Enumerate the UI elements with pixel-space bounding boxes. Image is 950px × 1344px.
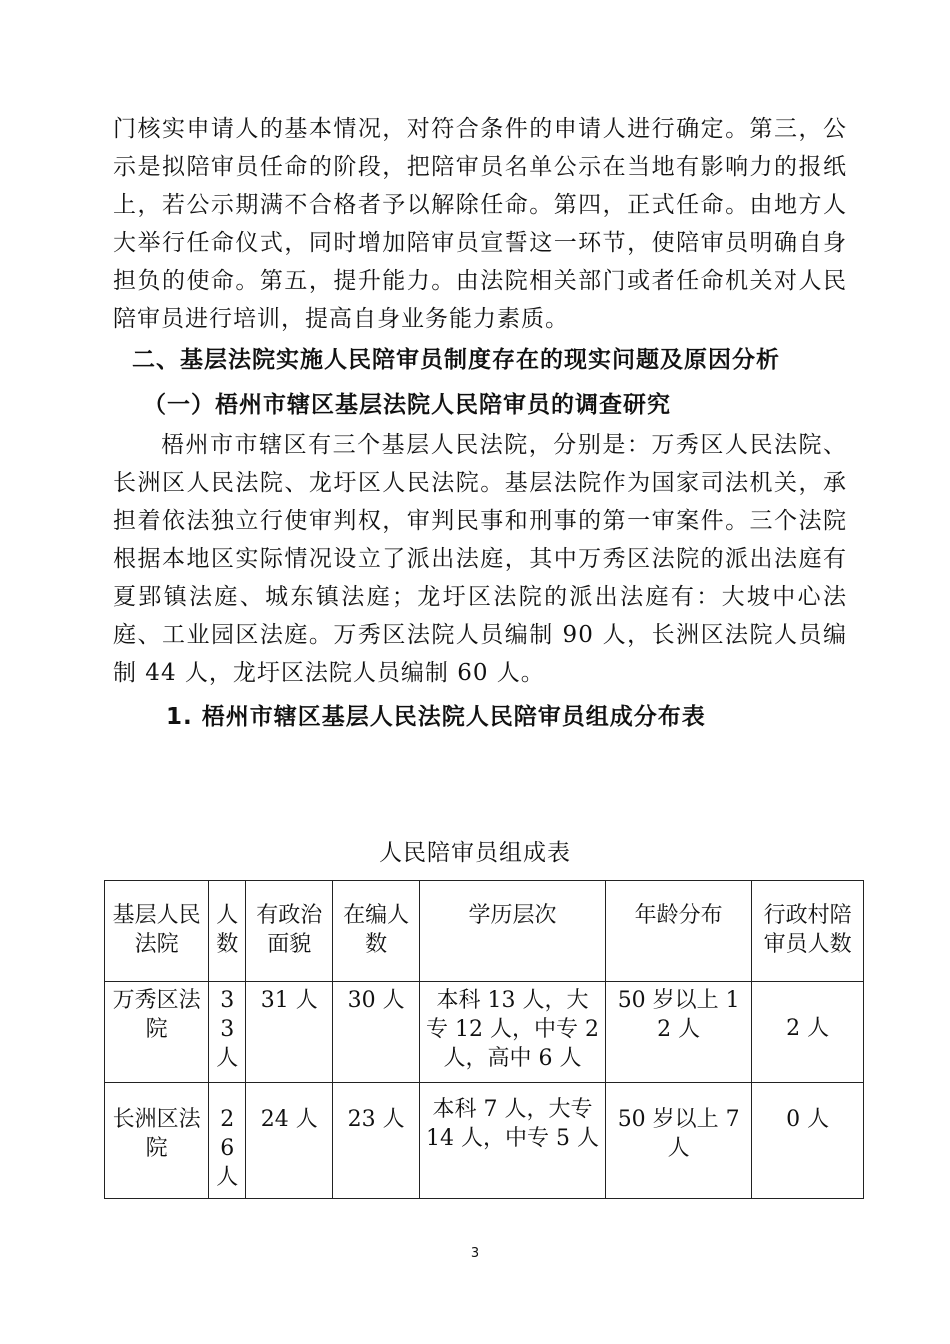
subsection-heading: （一）梧州市辖区基层法院人民陪审员的调查研究 [143, 392, 671, 418]
header-village-jurors: 行政村陪审员人数 [752, 881, 864, 982]
cell-age: 50 岁以上 12 人 [606, 982, 752, 1083]
cell-court: 长洲区法院 [105, 1083, 209, 1199]
section-heading: 二、基层法院实施人民陪审员制度存在的现实问题及原因分析 [132, 347, 780, 373]
cell-count: 26 人 [209, 1083, 246, 1199]
cell-education: 本科 13 人，大专 12 人，中专 2 人，高中 6 人 [420, 982, 606, 1083]
cell-court: 万秀区法院 [105, 982, 209, 1083]
header-political: 有政治面貌 [246, 881, 333, 982]
table-row [105, 1083, 864, 1199]
cell-staffed: 23 人 [333, 1083, 420, 1199]
header-age: 年龄分布 [606, 881, 752, 982]
cell-political: 31 人 [246, 982, 333, 1083]
header-education: 学历层次 [420, 881, 606, 982]
cell-staffed: 30 人 [333, 982, 420, 1083]
page-number: 3 [470, 1246, 480, 1261]
body-paragraph: 门核实申请人的基本情况，对符合条件的申请人进行确定。第三，公示是拟陪审员任命的阶段，把陪审员名单公示在当地有影响力的报纸上，若公示期满不合格者予以解除任命。第四，正式任命。由地方人大举行任命仪式，同时增加陪审员宣誓这一环节，使陪审员明确自身担负的使命。第五，提升能力。由法院相关部门或者任命机关对人民陪审员进行培训，提高自身业务能力素质。 [113, 116, 847, 332]
cell-village-jurors: 0 人 [752, 1083, 864, 1199]
body-paragraph: 梧州市市辖区有三个基层人民法院，分别是：万秀区人民法院、长洲区人民法院、龙圩区人民法院。基层法院作为国家司法机关，承担着依法独立行使审判权，审判民事和刑事的第一审案件。三个法院根据本地区实际情况设立了派出法庭，其中万秀区法院的派出法庭有夏郢镇法庭、城东镇法庭；龙圩区法院的派出法庭有：大坡中心法庭、工业园区法庭。万秀区法院人员编制 90 人，长洲区法院人员编制 44 人，龙圩区法院人员编制 60 人。 [113, 432, 847, 686]
cell-village-jurors: 2 人 [752, 982, 864, 1083]
cell-count: 33 人 [209, 982, 246, 1083]
item-heading: 1. 梧州市辖区基层人民法院人民陪审员组成分布表 [166, 704, 706, 730]
cell-education: 本科 7 人，大专 14 人，中专 5 人 [420, 1083, 606, 1199]
table-header-row [105, 881, 864, 982]
cell-political: 24 人 [246, 1083, 333, 1199]
header-count: 人数 [209, 881, 246, 982]
table-row [105, 982, 864, 1083]
header-court: 基层人民法院 [105, 881, 209, 982]
table-caption: 人民陪审员组成表 [379, 840, 571, 866]
header-staffed: 在编人数 [333, 881, 420, 982]
juror-composition-table [104, 880, 864, 1199]
cell-age: 50 岁以上 7 人 [606, 1083, 752, 1199]
